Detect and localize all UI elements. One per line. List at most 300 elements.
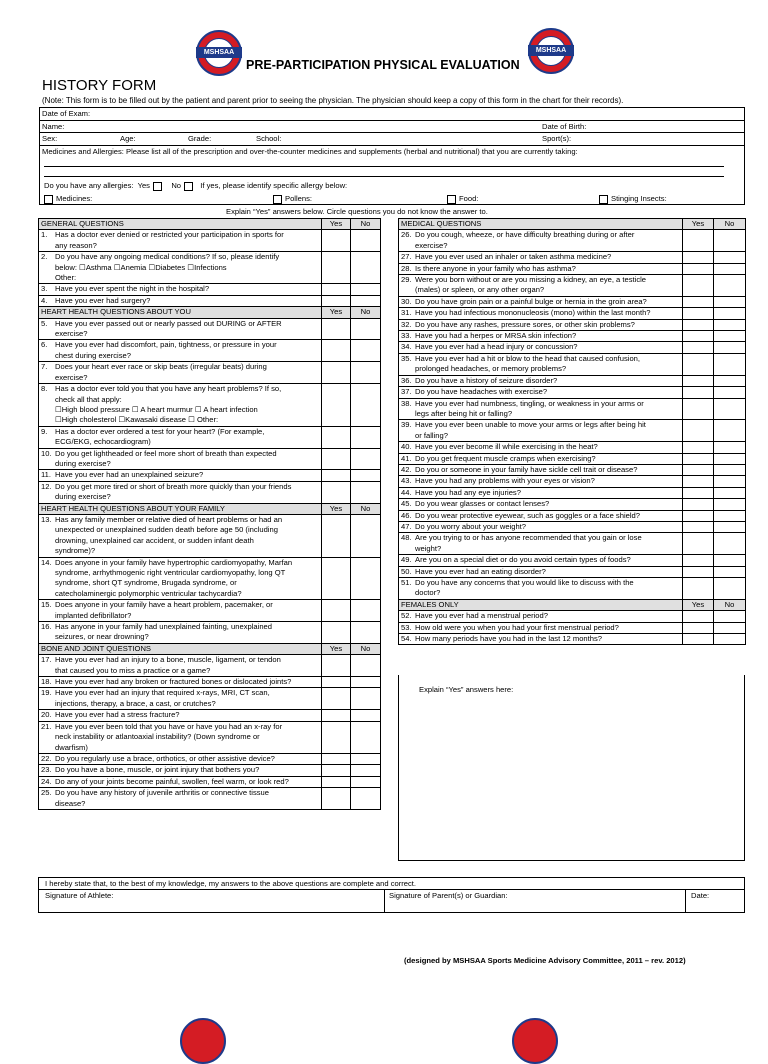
- no-answer-cell[interactable]: [714, 566, 746, 577]
- question-row: [399, 263, 746, 274]
- question-text: weight?: [415, 543, 442, 553]
- question-number: 8.: [41, 384, 48, 394]
- yes-answer-cell[interactable]: [683, 275, 714, 297]
- question-text: Have you ever had a menstrual period?: [415, 611, 548, 621]
- question-number: 32.: [401, 319, 412, 329]
- question-row: [399, 387, 746, 398]
- no-answer-cell[interactable]: [714, 521, 746, 532]
- question-text: Are you trying to or has anyone recommended that you gain or lose: [415, 533, 642, 543]
- no-answer-cell[interactable]: [351, 710, 381, 721]
- yes-answer-cell[interactable]: [322, 600, 351, 622]
- question-text: Does your heart ever race or skip beats (irregular beats) during: [55, 362, 267, 372]
- question-text: unexpected or unexplained sudden death before age 50 (including: [55, 525, 278, 535]
- question-row: [39, 295, 381, 306]
- no-answer-cell[interactable]: [351, 384, 381, 427]
- question-number: 45.: [401, 499, 412, 509]
- yes-answer-cell[interactable]: [683, 476, 714, 487]
- no-answer-cell[interactable]: [714, 398, 746, 420]
- no-answer-cell[interactable]: [351, 688, 381, 710]
- no-answer-cell[interactable]: [714, 387, 746, 398]
- question-number: 33.: [401, 331, 412, 341]
- allergy-pollens-option[interactable]: Pollens:: [270, 194, 312, 204]
- dob-label: Date of Birth:: [542, 122, 587, 131]
- question-number: 5.: [41, 318, 48, 328]
- question-number: 20.: [41, 710, 52, 720]
- question-text: implanted defibrillator?: [55, 610, 132, 620]
- question-number: 2.: [41, 252, 48, 262]
- form-note: (Note: This form is to be filled out by the patient and parent prior to seeing the physician. The physician should keep a copy of this form in the chart for their records).: [42, 96, 624, 105]
- question-text: How many periods have you had in the last 12 months?: [415, 634, 602, 644]
- question-row: [39, 765, 381, 776]
- yes-column-header: Yes: [683, 219, 714, 230]
- question-row: [39, 318, 381, 340]
- section-title: HEART HEALTH QUESTIONS ABOUT YOU: [39, 307, 322, 318]
- no-answer-cell[interactable]: [714, 296, 746, 307]
- yes-answer-cell[interactable]: [322, 384, 351, 427]
- question-number: 34.: [401, 342, 412, 352]
- no-answer-cell[interactable]: [714, 464, 746, 475]
- question-text: chest during exercise?: [55, 350, 131, 360]
- question-number: 38.: [401, 398, 412, 408]
- question-number: 22.: [41, 753, 52, 763]
- date-field[interactable]: Date:: [691, 891, 710, 900]
- question-number: 43.: [401, 476, 412, 486]
- yes-answer-cell[interactable]: [683, 555, 714, 566]
- no-answer-cell[interactable]: [351, 776, 381, 787]
- question-number: 4.: [41, 295, 48, 305]
- question-number: 46.: [401, 510, 412, 520]
- no-answer-cell[interactable]: [714, 442, 746, 453]
- left-questions-table: [38, 218, 381, 810]
- yes-answer-cell[interactable]: [322, 514, 351, 557]
- medicines-instructions: Medicines and Allergies: Please list all of the prescription and over-the-counter medicines and supplements (herbal and nutritional) that you are currently taking:: [42, 147, 578, 156]
- question-row: [39, 481, 381, 503]
- question-text: Do you get more tired or short of breath more quickly than your friends: [55, 481, 292, 491]
- question-number: 44.: [401, 487, 412, 497]
- no-answer-cell[interactable]: [351, 230, 381, 252]
- yes-column-header: Yes: [322, 503, 351, 514]
- question-number: 23.: [41, 765, 52, 775]
- no-answer-cell[interactable]: [714, 476, 746, 487]
- question-text: Have you ever been unable to move your arms or legs after being hit: [415, 420, 646, 430]
- question-row: [399, 499, 746, 510]
- question-text: check all that apply:: [55, 394, 122, 404]
- no-answer-cell[interactable]: [351, 318, 381, 340]
- no-answer-cell[interactable]: [714, 308, 746, 319]
- question-text: exercise?: [415, 240, 448, 250]
- signature-block: [38, 877, 745, 913]
- section-title: HEART HEALTH QUESTIONS ABOUT YOUR FAMILY: [39, 503, 322, 514]
- question-row: [39, 677, 381, 688]
- yes-answer-cell[interactable]: [322, 688, 351, 710]
- question-text: Do you regularly use a brace, orthotics, or other assistive device?: [55, 753, 275, 763]
- no-answer-cell[interactable]: [351, 753, 381, 764]
- question-number: 29.: [401, 275, 412, 285]
- question-row: [399, 622, 746, 633]
- question-row: [39, 688, 381, 710]
- question-text: syndrome, short QT syndrome, Brugada syndrome, or: [55, 578, 237, 588]
- question-text: Have you ever been told that you have or have you had an x-ray for: [55, 721, 283, 731]
- question-row: [39, 426, 381, 448]
- yes-answer-cell[interactable]: [322, 230, 351, 252]
- question-number: 7.: [41, 362, 48, 372]
- question-row: [399, 487, 746, 498]
- no-answer-cell[interactable]: [714, 578, 746, 600]
- yes-answer-cell[interactable]: [683, 387, 714, 398]
- question-text: syndrome, arrhythmogenic right ventricular cardiomyopathy, long QT: [55, 568, 286, 577]
- allergy-stinging-insects-option[interactable]: Stinging Insects:: [596, 194, 667, 204]
- no-answer-cell[interactable]: [714, 487, 746, 498]
- question-text: Do you have any rashes, pressure sores, or other skin problems?: [415, 319, 635, 329]
- date-of-exam-label: Date of Exam:: [42, 109, 91, 118]
- yes-answer-cell[interactable]: [683, 319, 714, 330]
- yes-answer-cell[interactable]: [322, 677, 351, 688]
- yes-answer-cell[interactable]: [683, 521, 714, 532]
- question-number: 16.: [41, 622, 52, 632]
- question-row: [39, 557, 381, 600]
- question-number: 49.: [401, 555, 412, 565]
- question-text: neck instability or atlantoaxial instability? (Down syndrome or: [55, 732, 260, 742]
- yes-answer-cell[interactable]: [322, 710, 351, 721]
- question-text: Has any family member or relative died of heart problems or had an: [55, 514, 283, 524]
- attestation-text: I hereby state that, to the best of my knowledge, my answers to the above questions are complete and correct.: [45, 879, 417, 888]
- no-answer-cell[interactable]: [714, 252, 746, 263]
- no-column-header: No: [351, 503, 381, 514]
- question-text: Have you ever passed out or nearly passed out DURING or AFTER: [55, 318, 282, 328]
- question-text: Have you ever had an unexplained seizure?: [55, 470, 204, 480]
- yes-answer-cell[interactable]: [683, 499, 714, 510]
- question-row: [39, 362, 381, 384]
- yes-answer-cell[interactable]: [322, 721, 351, 753]
- allergy-no-checkbox[interactable]: [184, 182, 193, 191]
- yes-answer-cell[interactable]: [683, 453, 714, 464]
- allergy-food-option[interactable]: Food:: [444, 194, 478, 204]
- yes-answer-cell[interactable]: [683, 353, 714, 375]
- yes-answer-cell[interactable]: [683, 375, 714, 386]
- no-answer-cell[interactable]: [714, 263, 746, 274]
- question-row: [39, 710, 381, 721]
- question-text: Do you have a bone, muscle, or joint injury that bothers you?: [55, 765, 260, 775]
- question-number: 14.: [41, 557, 52, 567]
- yes-answer-cell[interactable]: [322, 753, 351, 764]
- question-number: 39.: [401, 420, 412, 430]
- section-header: [39, 643, 381, 654]
- question-text: Have you ever had an injury that required x-rays, MRI, CT scan,: [55, 688, 270, 698]
- question-number: 9.: [41, 426, 48, 436]
- question-text: Do you have any concerns that you would like to discuss with the: [415, 578, 634, 587]
- no-answer-cell[interactable]: [351, 284, 381, 295]
- question-number: 13.: [41, 514, 52, 524]
- question-row: [39, 448, 381, 470]
- yes-answer-cell[interactable]: [683, 263, 714, 274]
- question-row: [399, 464, 746, 475]
- yes-answer-cell[interactable]: [683, 308, 714, 319]
- yes-answer-cell[interactable]: [683, 420, 714, 442]
- question-text: Do you wear protective eyewear, such as goggles or a face shield?: [415, 510, 640, 520]
- no-answer-cell[interactable]: [714, 533, 746, 555]
- no-answer-cell[interactable]: [351, 765, 381, 776]
- question-number: 1.: [41, 230, 48, 240]
- question-number: 15.: [41, 600, 52, 610]
- question-text: Are you on a special diet or do you avoid certain types of foods?: [415, 555, 631, 565]
- question-text: Do you get lightheaded or feel more short of breath than expected: [55, 448, 277, 458]
- yes-answer-cell[interactable]: [322, 448, 351, 470]
- patient-info-block: [39, 107, 745, 205]
- question-text: below: ☐Asthma ☐Anemia ☐Diabetes ☐Infections: [55, 262, 227, 272]
- yes-answer-cell[interactable]: [683, 611, 714, 622]
- question-number: 10.: [41, 448, 52, 458]
- question-text: Other:: [55, 273, 77, 283]
- question-number: 28.: [401, 263, 412, 273]
- question-number: 19.: [41, 688, 52, 698]
- sports-label: Sport(s):: [542, 134, 572, 143]
- question-number: 6.: [41, 340, 48, 350]
- question-row: [399, 510, 746, 521]
- question-text: drowning, unexplained car accident, or sudden infant death: [55, 535, 254, 545]
- question-text: Has a doctor ever ordered a test for your heart? (For example,: [55, 426, 265, 436]
- question-row: [399, 453, 746, 464]
- yes-answer-cell[interactable]: [683, 510, 714, 521]
- yes-answer-cell[interactable]: [322, 765, 351, 776]
- no-answer-cell[interactable]: [714, 622, 746, 633]
- explain-yes-box[interactable]: [398, 675, 745, 861]
- section-header: [399, 219, 746, 230]
- yes-column-header: Yes: [322, 643, 351, 654]
- explain-yes-label: Explain “Yes” answers here:: [419, 685, 514, 694]
- question-text: Have you had any eye injuries?: [415, 487, 521, 497]
- yes-column-header: Yes: [322, 307, 351, 318]
- question-text: Do you or someone in your family have sickle cell trait or disease?: [415, 464, 638, 474]
- question-text: Has anyone in your family had unexplained fainting, unexplained: [55, 622, 272, 632]
- question-row: [399, 275, 746, 297]
- no-answer-cell[interactable]: [714, 342, 746, 353]
- question-text: exercise?: [55, 329, 88, 339]
- no-answer-cell[interactable]: [351, 514, 381, 557]
- question-text: Do you cough, wheeze, or have difficulty breathing during or after: [415, 230, 635, 240]
- no-answer-cell[interactable]: [714, 375, 746, 386]
- question-text: ☐High blood pressure ☐ A heart murmur ☐ A heart infection: [55, 404, 258, 414]
- yes-answer-cell[interactable]: [322, 481, 351, 503]
- yes-answer-cell[interactable]: [322, 340, 351, 362]
- question-row: [399, 319, 746, 330]
- allergies-question: Do you have any allergies: Yes No If yes, please identify specific allergy below:: [44, 181, 348, 190]
- no-answer-cell[interactable]: [351, 788, 381, 810]
- credit-line: (designed by MSHSAA Sports Medicine Advisory Committee, 2011 – rev. 2012): [404, 956, 686, 965]
- question-text: Do you have headaches with exercise?: [415, 387, 548, 397]
- question-row: [399, 375, 746, 386]
- section-header: [399, 599, 746, 610]
- question-number: 12.: [41, 481, 52, 491]
- no-column-header: No: [714, 219, 746, 230]
- question-number: 53.: [401, 622, 412, 632]
- no-answer-cell[interactable]: [351, 557, 381, 600]
- question-number: 26.: [401, 230, 412, 240]
- yes-answer-cell[interactable]: [322, 655, 351, 677]
- section-header: [39, 307, 381, 318]
- yes-answer-cell[interactable]: [683, 464, 714, 475]
- question-row: [399, 533, 746, 555]
- question-row: [39, 721, 381, 753]
- section-header: [39, 503, 381, 514]
- question-row: [399, 476, 746, 487]
- name-label: Name:: [42, 122, 65, 131]
- question-row: [39, 753, 381, 764]
- question-text: Does anyone in your family have a heart problem, pacemaker, or: [55, 600, 273, 610]
- yes-answer-cell[interactable]: [683, 230, 714, 252]
- no-answer-cell[interactable]: [351, 622, 381, 644]
- question-text: exercise?: [55, 372, 88, 382]
- no-answer-cell[interactable]: [714, 353, 746, 375]
- explain-instructions: Explain “Yes” answers below. Circle questions you do not know the answer to.: [226, 207, 488, 216]
- no-answer-cell[interactable]: [714, 453, 746, 464]
- question-number: 47.: [401, 521, 412, 531]
- question-number: 48.: [401, 533, 412, 543]
- school-label: School:: [256, 134, 282, 143]
- no-answer-cell[interactable]: [351, 655, 381, 677]
- allergy-medicines-option[interactable]: Medicines:: [44, 194, 92, 204]
- question-number: 27.: [401, 252, 412, 262]
- mshsaa-logo-right: MSHSAA: [528, 28, 574, 74]
- question-number: 37.: [401, 387, 412, 397]
- question-text: dwarfism): [55, 742, 88, 752]
- no-answer-cell[interactable]: [714, 499, 746, 510]
- question-text: catecholaminergic polymorphic ventricular tachycardia?: [55, 588, 242, 598]
- no-answer-cell[interactable]: [714, 331, 746, 342]
- question-row: [39, 514, 381, 557]
- question-row: [39, 776, 381, 787]
- yes-answer-cell[interactable]: [322, 776, 351, 787]
- no-answer-cell[interactable]: [351, 721, 381, 753]
- yes-answer-cell[interactable]: [683, 342, 714, 353]
- question-number: 36.: [401, 375, 412, 385]
- yes-answer-cell[interactable]: [683, 296, 714, 307]
- yes-answer-cell[interactable]: [683, 331, 714, 342]
- no-answer-cell[interactable]: [351, 340, 381, 362]
- question-row: [399, 353, 746, 375]
- grade-label: Grade:: [188, 134, 212, 143]
- yes-answer-cell[interactable]: [683, 533, 714, 555]
- question-text: Have you ever had a head injury or concussion?: [415, 342, 578, 352]
- yes-answer-cell[interactable]: [683, 398, 714, 420]
- question-text: prolonged headaches, or memory problems?: [415, 364, 567, 374]
- no-answer-cell[interactable]: [714, 555, 746, 566]
- question-text: or falling?: [415, 430, 448, 440]
- no-answer-cell[interactable]: [351, 295, 381, 306]
- question-text: Have you ever had a stress fracture?: [55, 710, 180, 720]
- yes-answer-cell[interactable]: [322, 252, 351, 284]
- question-text: Do any of your joints become painful, swollen, feel warm, or look red?: [55, 776, 289, 786]
- yes-answer-cell[interactable]: [683, 634, 714, 645]
- question-text: during exercise?: [55, 492, 111, 502]
- no-answer-cell[interactable]: [351, 677, 381, 688]
- allergy-yes-checkbox[interactable]: [153, 182, 162, 191]
- question-text: ☐High cholesterol ☐Kawasaki disease ☐ Other:: [55, 415, 219, 425]
- no-answer-cell[interactable]: [714, 611, 746, 622]
- yes-answer-cell[interactable]: [322, 318, 351, 340]
- question-text: (males) or spleen, or any other organ?: [415, 285, 545, 295]
- question-text: doctor?: [415, 588, 441, 598]
- question-row: [399, 308, 746, 319]
- question-row: [399, 342, 746, 353]
- yes-answer-cell[interactable]: [683, 566, 714, 577]
- parent-signature-field[interactable]: Signature of Parent(s) or Guardian:: [389, 891, 508, 900]
- yes-answer-cell[interactable]: [683, 487, 714, 498]
- yes-answer-cell[interactable]: [322, 295, 351, 306]
- question-number: 35.: [401, 353, 412, 363]
- yes-answer-cell[interactable]: [683, 252, 714, 263]
- no-answer-cell[interactable]: [714, 275, 746, 297]
- no-answer-cell[interactable]: [351, 448, 381, 470]
- question-row: [399, 555, 746, 566]
- question-text: Have you ever used an inhaler or taken asthma medicine?: [415, 252, 612, 262]
- question-text: seizures, or near drowning?: [55, 632, 149, 642]
- yes-answer-cell[interactable]: [322, 557, 351, 600]
- yes-answer-cell[interactable]: [322, 788, 351, 810]
- question-row: [399, 634, 746, 645]
- question-text: Have you had a herpes or MRSA skin infection?: [415, 331, 577, 341]
- question-number: 18.: [41, 677, 52, 687]
- no-answer-cell[interactable]: [351, 426, 381, 448]
- question-text: Do you wear glasses or contact lenses?: [415, 499, 550, 509]
- no-column-header: No: [351, 219, 381, 230]
- no-answer-cell[interactable]: [351, 470, 381, 481]
- question-row: [399, 611, 746, 622]
- question-text: Is there anyone in your family who has asthma?: [415, 263, 576, 273]
- no-answer-cell[interactable]: [714, 634, 746, 645]
- question-row: [39, 284, 381, 295]
- no-answer-cell[interactable]: [351, 481, 381, 503]
- yes-answer-cell[interactable]: [322, 362, 351, 384]
- yes-answer-cell[interactable]: [683, 442, 714, 453]
- question-text: Do you have a history of seizure disorder?: [415, 375, 558, 385]
- question-row: [39, 470, 381, 481]
- question-text: any reason?: [55, 240, 97, 250]
- question-number: 42.: [401, 464, 412, 474]
- section-title: GENERAL QUESTIONS: [39, 219, 322, 230]
- yes-answer-cell[interactable]: [322, 470, 351, 481]
- yes-answer-cell[interactable]: [683, 578, 714, 600]
- no-answer-cell[interactable]: [351, 362, 381, 384]
- yes-answer-cell[interactable]: [683, 622, 714, 633]
- question-row: [39, 788, 381, 810]
- question-row: [39, 622, 381, 644]
- no-answer-cell[interactable]: [351, 600, 381, 622]
- section-title: FEMALES ONLY: [399, 599, 683, 610]
- sex-label: Sex:: [42, 134, 58, 143]
- question-text: Do you worry about your weight?: [415, 521, 527, 531]
- no-answer-cell[interactable]: [714, 510, 746, 521]
- question-text: Do you get frequent muscle cramps when exercising?: [415, 453, 596, 463]
- no-answer-cell[interactable]: [714, 319, 746, 330]
- no-answer-cell[interactable]: [714, 230, 746, 252]
- athlete-signature-field[interactable]: Signature of Athlete:: [45, 891, 114, 900]
- mshsaa-logo-bottom-right: [512, 1018, 558, 1064]
- question-row: [399, 252, 746, 263]
- question-number: 25.: [41, 788, 52, 798]
- question-number: 17.: [41, 655, 52, 665]
- no-answer-cell[interactable]: [351, 252, 381, 284]
- question-text: Have you ever had numbness, tingling, or weakness in your arms or: [415, 398, 644, 408]
- yes-answer-cell[interactable]: [322, 622, 351, 644]
- no-answer-cell[interactable]: [714, 420, 746, 442]
- question-text: Have you had any problems with your eyes or vision?: [415, 476, 595, 486]
- yes-answer-cell[interactable]: [322, 284, 351, 295]
- question-text: Do you have any ongoing medical conditions? If so, please identify: [55, 252, 280, 262]
- question-row: [399, 521, 746, 532]
- yes-answer-cell[interactable]: [322, 426, 351, 448]
- question-number: 30.: [401, 296, 412, 306]
- question-text: Have you ever spent the night in the hospital?: [55, 284, 210, 294]
